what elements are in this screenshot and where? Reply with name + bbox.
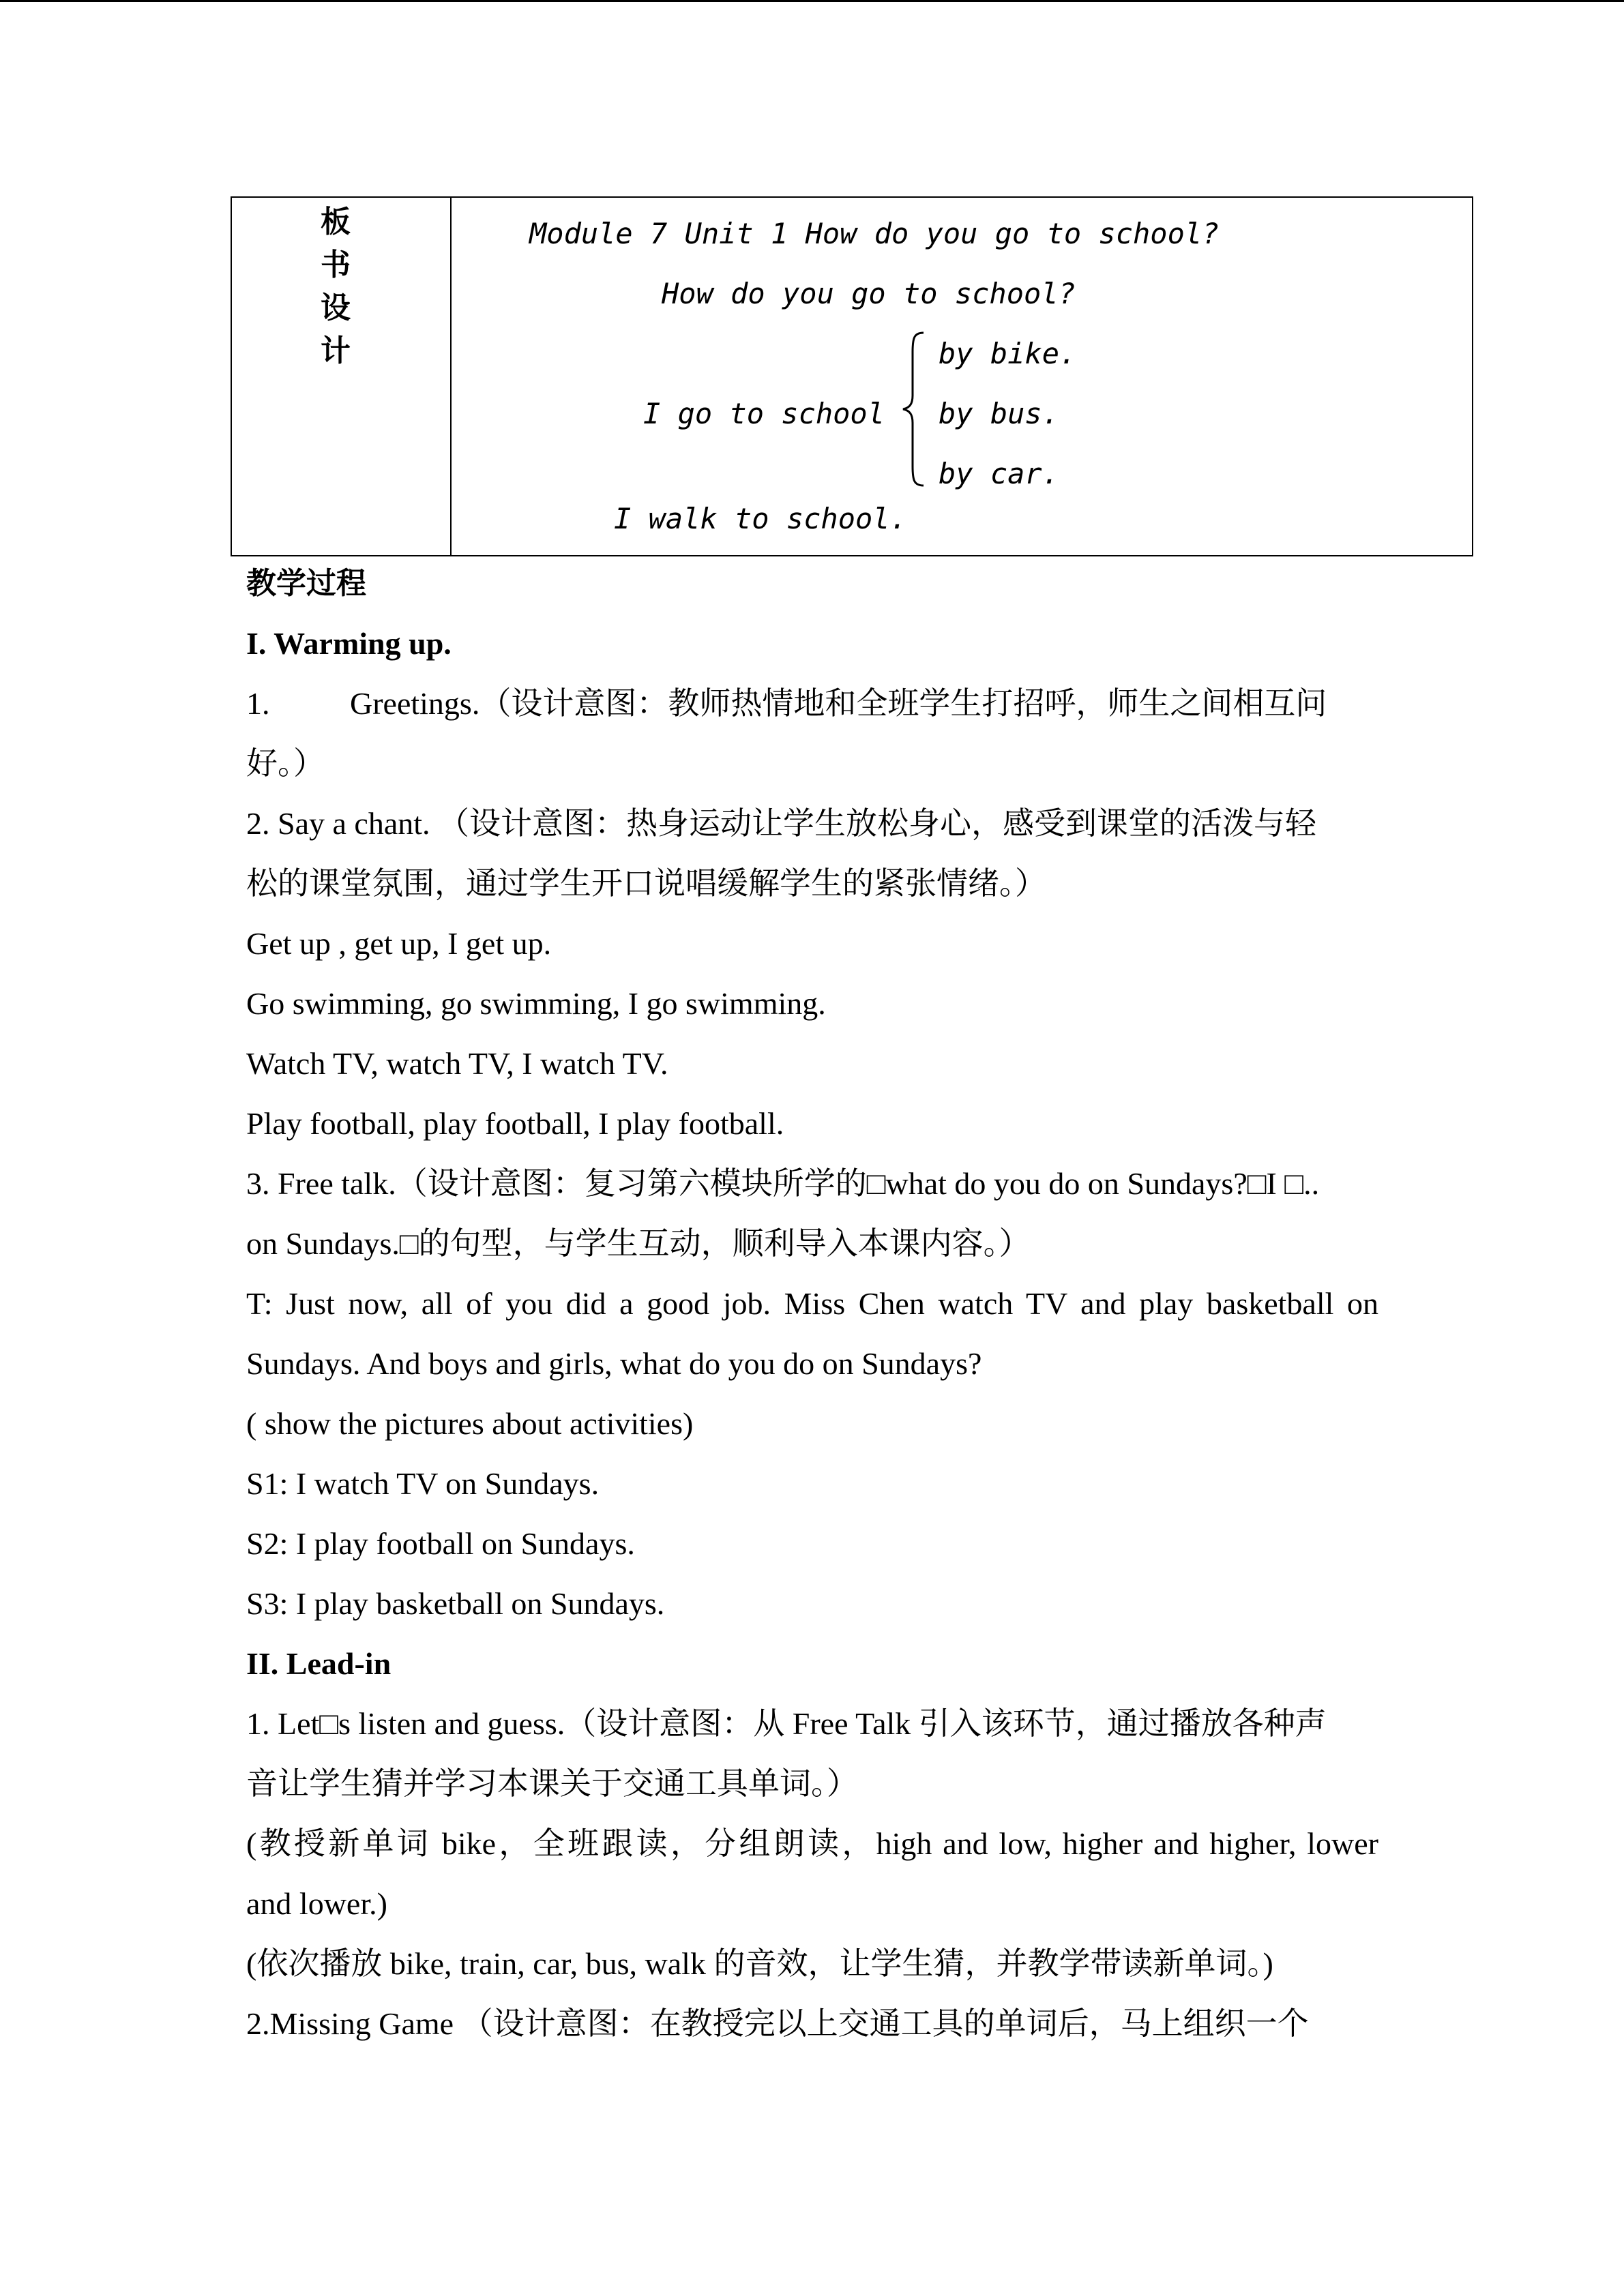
chant-line: 松的课堂氛围，通过学生开口说唱缓解学生的紧张情绪。） (246, 866, 1046, 901)
student-line: S2: I play football on Sundays. (246, 1526, 635, 1561)
page-top-border (0, 0, 1624, 2)
listen-guess-line: 音让学生猜并学习本课关于交通工具单词。） (246, 1766, 858, 1801)
warming-up-heading: I. Warming up. (246, 626, 452, 661)
teaching-process (246, 554, 1378, 2054)
label-char: 板 (321, 205, 351, 239)
teacher-line: T: Just now, all of you did a good job. Miss Chen watch TV and play basketball on (246, 1286, 1378, 1321)
lead-in-heading: II. Lead-in (246, 1646, 392, 1681)
teacher-line: Sundays. And boys and girls, what do you do on Sundays? (246, 1346, 982, 1381)
label-char: 计 (321, 333, 351, 368)
board-option: by bus. (939, 397, 1060, 430)
student-line: S3: I play basketball on Sundays. (246, 1586, 665, 1621)
chant-lyric: Go swimming, go swimming, I go swimming. (246, 986, 826, 1021)
greetings-number: 1. (246, 686, 270, 721)
label-char: 设 (321, 290, 351, 325)
teach-words-line: (教授新单词 bike，全班跟读，分组朗读，high and low, higher and higher, lower (246, 1826, 1378, 1861)
free-talk-line: on Sundays.□的句型，与学生互动，顺利导入本课内容。） (246, 1226, 1031, 1261)
show-pictures-note: ( show the pictures about activities) (246, 1406, 694, 1441)
board-question: How do you go to school? (662, 277, 1076, 310)
listen-guess-line: 1. Let□s listen and guess.（设计意图：从 Free Talk 引入该环节，通过播放各种声 (246, 1706, 1327, 1741)
blackboard-design-label (319, 200, 352, 372)
board-walk: I walk to school. (614, 502, 907, 535)
play-sounds-line: (依次播放 bike, train, car, bus, walk 的音效，让学生猜，并教学带读新单词。) (246, 1946, 1273, 1981)
chant-lyric: Get up , get up, I get up. (246, 926, 552, 961)
board-option: by car. (939, 457, 1060, 490)
missing-game-line: 2.Missing Game （设计意图：在教授完以上交通工具的单词后，马上组织一个 (246, 2006, 1309, 2041)
free-talk-line: 3. Free talk.（设计意图：复习第六模块所学的□what do you do on Sundays?□I □.. (246, 1166, 1320, 1201)
student-line: S1: I watch TV on Sundays. (246, 1466, 600, 1501)
blackboard-design-table (231, 196, 1473, 556)
section-title: 教学过程 (246, 566, 366, 601)
board-stem: I go to school (643, 397, 885, 430)
chant-lyric: Watch TV, watch TV, I watch TV. (246, 1046, 668, 1081)
curly-brace-icon (900, 331, 928, 487)
board-title: Module 7 Unit 1 How do you go to school? (529, 217, 1220, 250)
chant-line: 2. Say a chant. （设计意图：热身运动让学生放松身心，感受到课堂的活泼与轻 (246, 806, 1317, 841)
greetings-text: Greetings.（设计意图：教师热情地和全班学生打招呼，师生之间相互问 (350, 686, 1327, 721)
chant-lyric: Play football, play football, I play football. (246, 1106, 784, 1141)
label-char: 书 (321, 248, 351, 282)
greetings-line (246, 674, 1378, 734)
table-column-divider (450, 198, 452, 555)
teach-words-line: and lower.) (246, 1886, 387, 1921)
greetings-continuation: 好。） (246, 746, 325, 781)
board-option: by bike. (939, 337, 1077, 370)
